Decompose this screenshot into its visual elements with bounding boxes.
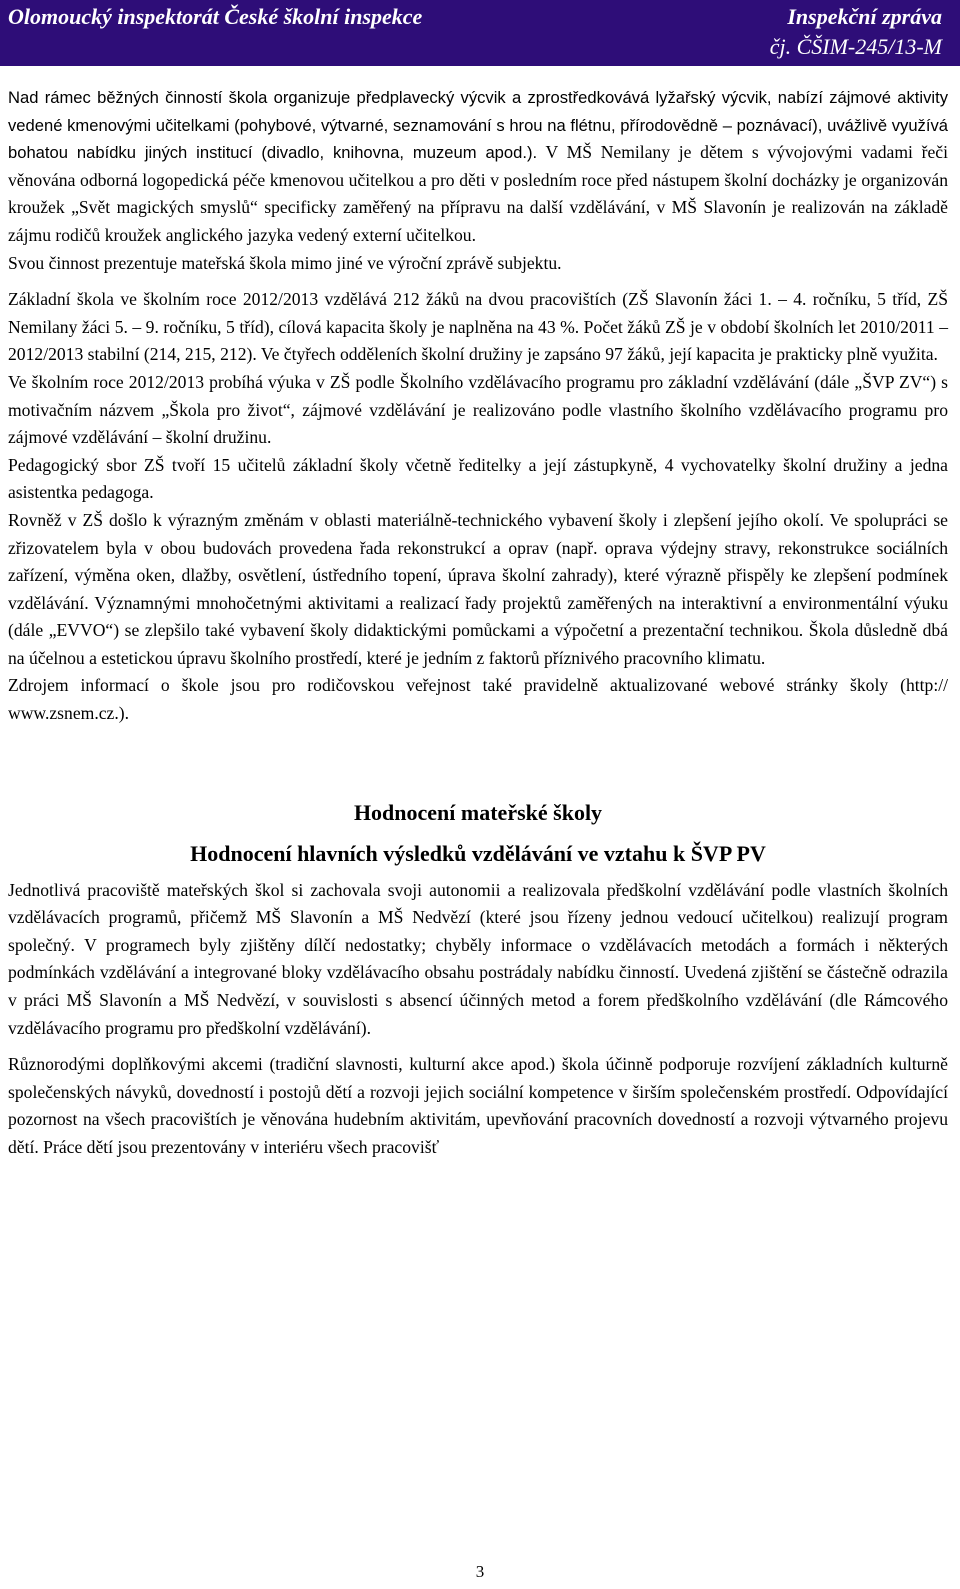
paragraph-activities-serif: V MŠ Nemilany je dětem s vývojovými vadami řeči věnována odborná logopedická péče kmenovou učitelkou a pro děti v posledním roce před nástupem školní docházky je organizován kroužek „Svět magických smyslů“ specificky zaměřený na přípravu na další vzdělávání, v MŠ Slavonín je realizován na základě zájmu rodičů kroužek anglického jazyka vedený externí učitelkou.: [8, 142, 948, 245]
header-report-title: Inspekční zpráva: [787, 4, 942, 29]
paragraph-autonomy: Jednotlivá pracoviště mateřských škol si zachovala svoji autonomii a realizovala předškolní vzdělávání podle vlastních školních vzdělávacích programů, přičemž MŠ Slavonín a MŠ Nedvězí (které jsou řízeny jednou vedoucí učitelkou) realizují program společný. V programech byly zjištěny dílčí nedostatky; chyběly informace o vzdělávacích metodách a formách i některých podmínkách vzdělávání a integrované bloky vzdělávacího obsahu postrádaly nabídku činností. Uvedená zjištění se částečně odrazila v práci MŠ Slavonín a MŠ Nedvězí, v souvislosti s absencí účinných metod a forem předškolního vzdělávání (dle Rámcového vzdělávacího programu pro předškolní vzdělávání).: [8, 879, 948, 1038]
paragraph-annual-report: Svou činnost prezentuje mateřská škola mimo jiné ve výroční zprávě subjektu.: [8, 252, 562, 273]
section-heading-kindergarten: Hodnocení mateřské školy: [353, 799, 603, 825]
page-number: 3: [475, 1562, 485, 1581]
paragraph-primary-school: Základní škola ve školním roce 2012/2013 vzdělává 212 žáků na dvou pracovištích (ZŠ Slavonín žáci 1. – 4. ročníku, 5 tříd, ZŠ Nemilany žáci 5. – 9. ročníku, 5 tříd), cílová kapacita školy je naplněna na 43 %. Počet žáků ZŠ je v období školních let 2010/2011 – 2012/2013 stabilní (214, 215, 212). Ve čtyřech odděleních školní družiny je zapsáno 97 žáků, její kapacita je prakticky plně využita.: [8, 289, 948, 365]
paragraph-staff: Pedagogický sbor ZŠ tvoří 15 učitelů základní školy včetně ředitelky a její zástupkyně, 4 vychovatelky školní družiny a jedna asistentka pedagoga.: [8, 454, 948, 503]
document-body: [8, 84, 948, 1162]
paragraph-activities-sans: Nad rámec běžných činností škola organizuje předplavecký výcvik a zprostředkovává lyžařský výcvik, nabízí zájmové aktivity vedené kmenovými učitelkami (pohybové, výtvarné, seznamování s hrou na flétnu, přírodovědně – poznávací), uvážlivě využívá bohatou nabídku jiných institucí (divadlo, knihovna, muzeum apod.).: [8, 88, 948, 163]
paragraph-curriculum: Ve školním roce 2012/2013 probíhá výuka v ZŠ podle Školního vzdělávacího programu pro základní vzdělávání (dále „ŠVP ZV“) s motivačním názvem „Škola pro život“, zájmové vzdělávání je realizováno podle vlastního školního vzdělávacího programu pro zájmové vzdělávání – školní družinu.: [8, 371, 948, 448]
header-reference-number: čj. ČŠIM-245/13-M: [769, 34, 942, 59]
paragraph-equipment: Rovněž v ZŠ došlo k výrazným změnám v oblasti materiálně-technického vybavení školy i zlepšení jejího okolí. Ve spolupráci se zřizovatelem byla v obou budovách provedena řada rekonstrukcí a oprav (např. oprava výdejny stravy, rekonstrukce sociálních zařízení, výměna oken, dlažby, osvětlení, ústředního topení, úprava školní zahrady), které výrazně přispěly ke zlepšení podmínek vzdělávání. Významnými mnohočetnými aktivitami a realizací řady projektů zaměřených na interaktivní a environmentální výuku (dále „EVVO“) se zlepšilo také vybavení školy didaktickými pomůckami a výpočetní a prezentační technikou. Škola důsledně dbá na účelnou a estetickou úpravu školního prostředí, které je jedním z faktorů příznivého pracovního klimatu.: [8, 509, 948, 668]
paragraph-website: Zdrojem informací o škole jsou pro rodičovskou veřejnost také pravidelně aktualizované webové stránky školy (http:// www.zsnem.cz.).: [8, 675, 948, 724]
page-header: [0, 0, 960, 66]
header-inspectorate-title: Olomoucký inspektorát České školní inspekce: [8, 4, 423, 29]
paragraph-cultural-events: Různorodými doplňkovými akcemi (tradiční slavnosti, kulturní akce apod.) škola účinně podporuje rozvíjení základních kulturně společenských návyků, dovedností i postojů dětí a rozvoji jejich sociální kompetence v širším společenském prostředí. Odpovídající pozornost na všech pracovištích je věnována hudebním aktivitám, upevňování pracovních dovedností a rozvoji výtvarného projevu dětí. Práce dětí jsou prezentovány v interiéru všech pracovišť: [8, 1054, 948, 1157]
section-heading-results: Hodnocení hlavních výsledků vzdělávání ve vztahu k ŠVP PV: [190, 840, 766, 866]
paragraph-activities: [8, 84, 948, 250]
